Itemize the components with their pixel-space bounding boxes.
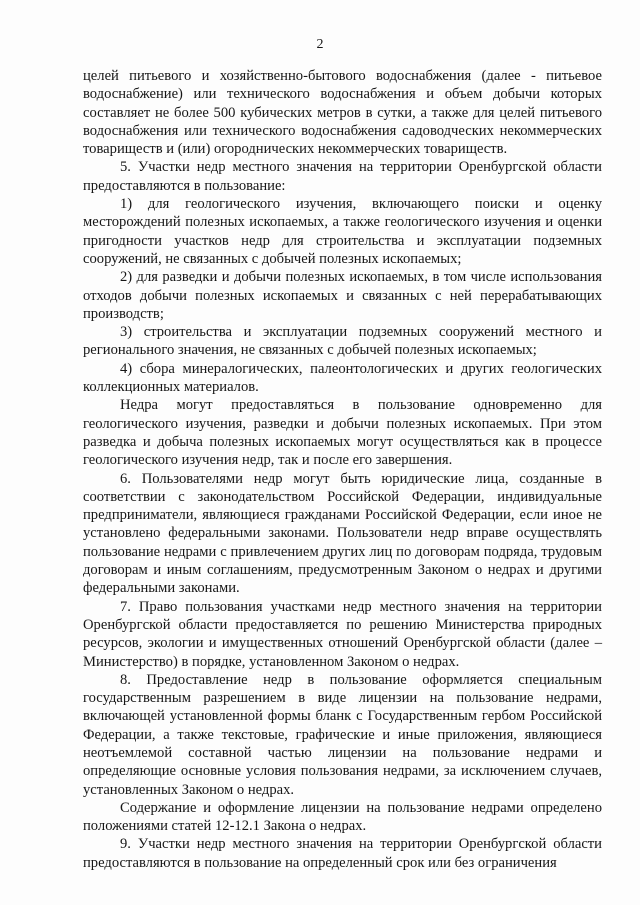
paragraph-item-7: 7. Право пользования участками недр местного значения на территории Оренбургской области предоставляется по решению Министерства природных ресурсов, экологии и имущественных отношений Оренбургской области (далее – Министерство) в порядке, установленном Законом о недрах. (83, 598, 602, 670)
paragraph-license-content: Содержание и оформление лицензии на пользование недрами определено положениями статей 12-12.1 Закона о недрах. (83, 799, 602, 835)
paragraph-nedra-simultaneous: Недра могут предоставляться в пользование одновременно для геологического изучения, разведки и добычи полезных ископаемых. При этом разведка и добыча полезных ископаемых могут осуществляться как в процессе геологического изучения недр, так и после его завершения. (83, 397, 602, 469)
page-number: 2 (316, 37, 324, 52)
paragraph-item-8: 8. Предоставление недр в пользование оформляется специальным государственным разрешением в виде лицензии на пользование недрами, включающей установленной формы бланк с Государственным гербом Российской Федерации, а также текстовые, графические и иные приложения, являющиеся неотъемлемой составной частью лицензии на пользование недрами и определяющие основные условия пользования недрами, за исключением случаев, установленных Законом о недрах. (83, 671, 602, 798)
paragraph-subitem-4: 4) сбора минералогических, палеонтологических и других геологических коллекционных материалов. (83, 360, 602, 396)
paragraph-subitem-2: 2) для разведки и добычи полезных ископаемых, в том числе использования отходов добычи полезных ископаемых и связанных с ней перерабатывающих производств; (83, 269, 602, 322)
document-body (83, 67, 602, 872)
paragraph-item-6: 6. Пользователями недр могут быть юридические лица, созданные в соответствии с законодательством Российской Федерации, индивидуальные предприниматели, являющиеся гражданами Российской Федерации, если иное не установлено федеральными законами. Пользователи недр вправе осуществлять пользование недрами с привлечением других лиц по договорам подряда, трудовым договорам и иным соглашениям, предусмотренным Законом о недрах и другими федеральными законами. (83, 470, 602, 597)
paragraph-subitem-1: 1) для геологического изучения, включающего поиски и оценку месторождений полезных ископаемых, а также геологического изучения и оценки пригодности участков недр для строительства и эксплуатации подземных сооружений, не связанных с добычей полезных ископаемых; (83, 196, 602, 267)
paragraph-item-9: 9. Участки недр местного значения на территории Оренбургской области предоставляются в пользование на определенный срок или без ограничения (83, 836, 602, 871)
paragraph-continuation: целей питьевого и хозяйственно-бытового водоснабжения (далее - питьевое водоснабжение) или технического водоснабжения и объем добычи которых составляет не более 500 кубических метров в сутки, а также для целей питьевого водоснабжения или технического водоснабжения садоводческих некоммерческих товариществ и (или) огороднических некоммерческих товариществ. (83, 68, 602, 158)
paragraph-item-5: 5. Участки недр местного значения на территории Оренбургской области предоставляются в пользование: (83, 159, 602, 194)
paragraph-subitem-3: 3) строительства и эксплуатации подземных сооружений местного и регионального значения, не связанных с добычей полезных ископаемых; (83, 324, 602, 359)
